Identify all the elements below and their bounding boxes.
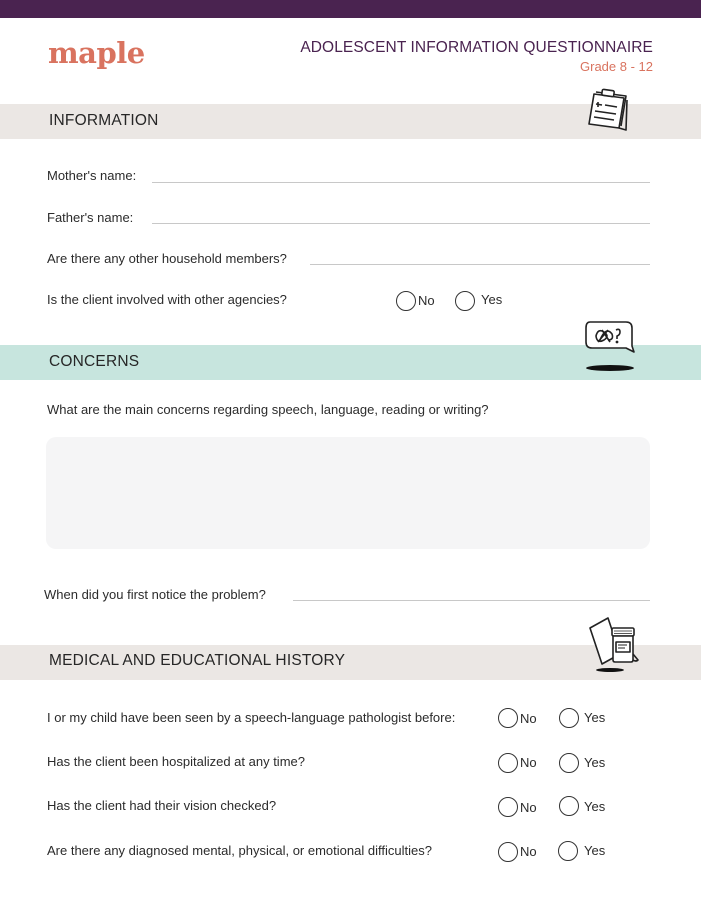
other-agencies-label: Is the client involved with other agencies? [47,292,287,307]
agencies-no-label: No [418,293,435,308]
history-q2-yes-label: Yes [584,755,606,770]
clipboard-icon [586,88,632,132]
top-bar [0,0,701,18]
first-notice-label: When did you first notice the problem? [44,587,266,602]
speech-bubble-icon [582,318,638,374]
information-title: INFORMATION [49,112,159,129]
grade-range: Grade 8 - 12 [580,59,653,74]
maple-logo: maple [48,36,145,70]
father-name-field[interactable] [152,223,650,224]
history-q2-label: Has the client been hospitalized at any time? [47,754,305,769]
history-q1-yes-radio[interactable] [559,708,579,728]
history-q3-no-label: No [520,800,537,815]
household-members-label: Are there any other household members? [47,251,287,266]
concerns-title: CONCERNS [49,353,140,370]
history-q3-yes-radio[interactable] [559,796,579,816]
history-q2-yes-radio[interactable] [559,753,579,773]
history-q4-no-label: No [520,844,537,859]
history-q3-label: Has the client had their vision checked? [47,798,277,813]
history-q1-no-radio[interactable] [498,708,518,728]
history-q1-yes-label: Yes [584,710,606,725]
father-name-label: Father's name: [47,210,134,225]
agencies-yes-label: Yes [481,292,503,307]
history-q4-yes-label: Yes [584,843,606,858]
history-q1-label: I or my child have been seen by a speech-language pathologist before: [47,710,456,725]
history-q2-no-label: No [520,755,537,770]
history-title: MEDICAL AND EDUCATIONAL HISTORY [49,652,346,669]
history-q4-label: Are there any diagnosed mental, physical, or emotional difficulties? [47,843,432,858]
household-members-field[interactable] [310,264,650,265]
document-title: ADOLESCENT INFORMATION QUESTIONNAIRE [300,39,653,56]
history-q1-no-label: No [520,711,537,726]
history-q3-yes-label: Yes [584,799,606,814]
agencies-yes-radio[interactable] [455,291,475,311]
first-notice-field[interactable] [293,600,650,601]
mother-name-label: Mother's name: [47,168,137,183]
history-q4-no-radio[interactable] [498,842,518,862]
main-concerns-label: What are the main concerns regarding speech, language, reading or writing? [47,402,489,417]
history-q3-no-radio[interactable] [498,797,518,817]
main-concerns-textarea[interactable] [46,437,650,549]
agencies-no-radio[interactable] [396,291,416,311]
mother-name-field[interactable] [152,182,650,183]
history-q2-no-radio[interactable] [498,753,518,773]
history-q4-yes-radio[interactable] [558,841,578,861]
medicine-bottle-icon [586,614,642,674]
